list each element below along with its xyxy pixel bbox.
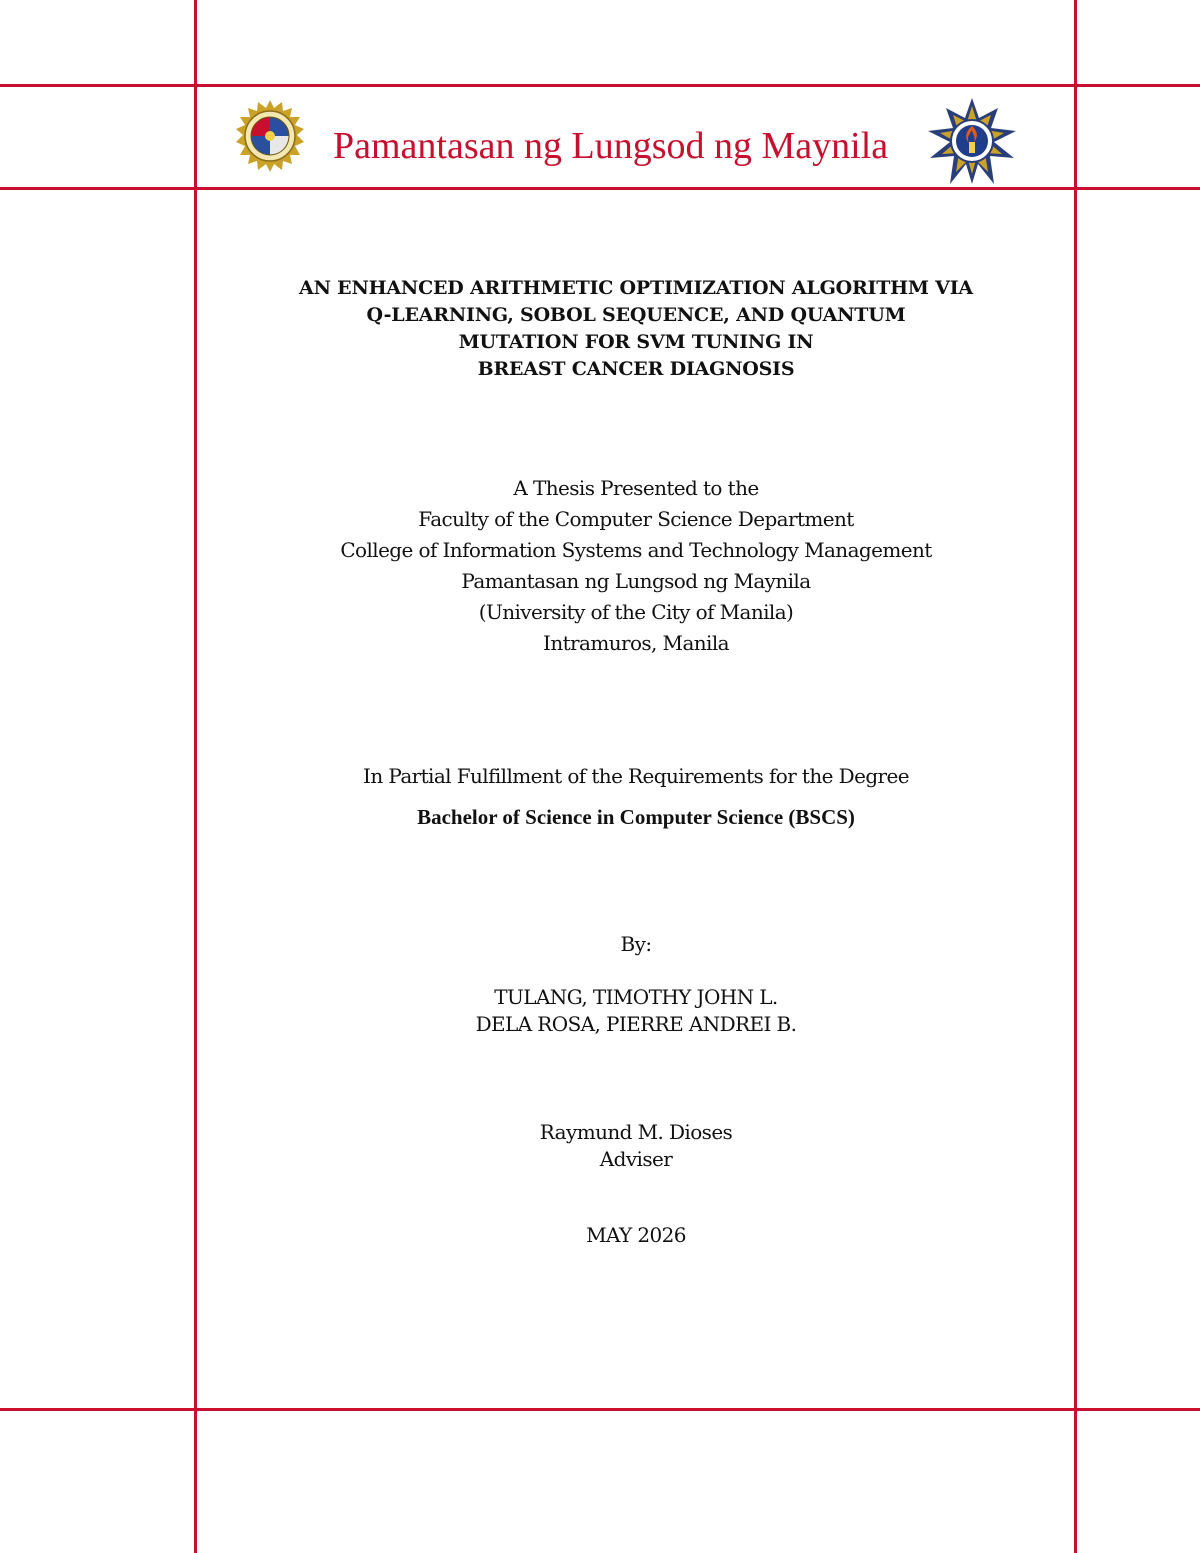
title-line-4: BREAST CANCER DIAGNOSIS [477, 358, 795, 380]
fulfillment-block [197, 761, 1075, 792]
presentation-block [197, 473, 1075, 659]
thesis-title [197, 275, 1075, 383]
plm-seal-icon [234, 100, 306, 176]
submission-date: MAY 2026 [586, 1223, 686, 1247]
degree-block [197, 803, 1075, 831]
adviser-block [197, 1119, 1075, 1173]
title-line-3: MUTATION FOR SVM TUNING IN [458, 331, 814, 353]
adviser-name: Raymund M. Dioses [539, 1120, 733, 1144]
title-line-1: AN ENHANCED ARITHMETIC OPTIMIZATION ALGORITHM VIA [299, 277, 973, 299]
fulfillment-text: In Partial Fulfillment of the Requirements for the Degree [363, 764, 909, 788]
authors-block [197, 984, 1075, 1038]
presented-line-1: A Thesis Presented to the [513, 476, 759, 500]
presented-line-3: College of Information Systems and Technology Management [340, 538, 932, 562]
top-header-rule [0, 84, 1200, 87]
by-block [197, 929, 1075, 960]
author-name-2: DELA ROSA, PIERRE ANDREI B. [475, 1012, 797, 1036]
presented-line-6: Intramuros, Manila [543, 631, 729, 655]
title-line-2: Q-LEARNING, SOBOL SEQUENCE, AND QUANTUM [366, 304, 906, 326]
university-banner-text: Pamantasan ng Lungsod ng Maynila [333, 125, 889, 167]
cistm-seal-icon [928, 98, 1016, 188]
author-name-1: TULANG, TIMOTHY JOHN L. [494, 985, 778, 1009]
footer-rule [0, 1408, 1200, 1411]
presented-line-5: (University of the City of Manila) [478, 600, 794, 624]
degree-name: Bachelor of Science in Computer Science (BSCS) [417, 805, 855, 829]
date-block [197, 1220, 1075, 1251]
presented-line-2: Faculty of the Computer Science Department [418, 507, 854, 531]
presented-line-4: Pamantasan ng Lungsod ng Maynila [461, 569, 811, 593]
bottom-header-rule [0, 187, 1200, 190]
by-label: By: [620, 932, 652, 956]
adviser-role: Adviser [599, 1147, 673, 1171]
